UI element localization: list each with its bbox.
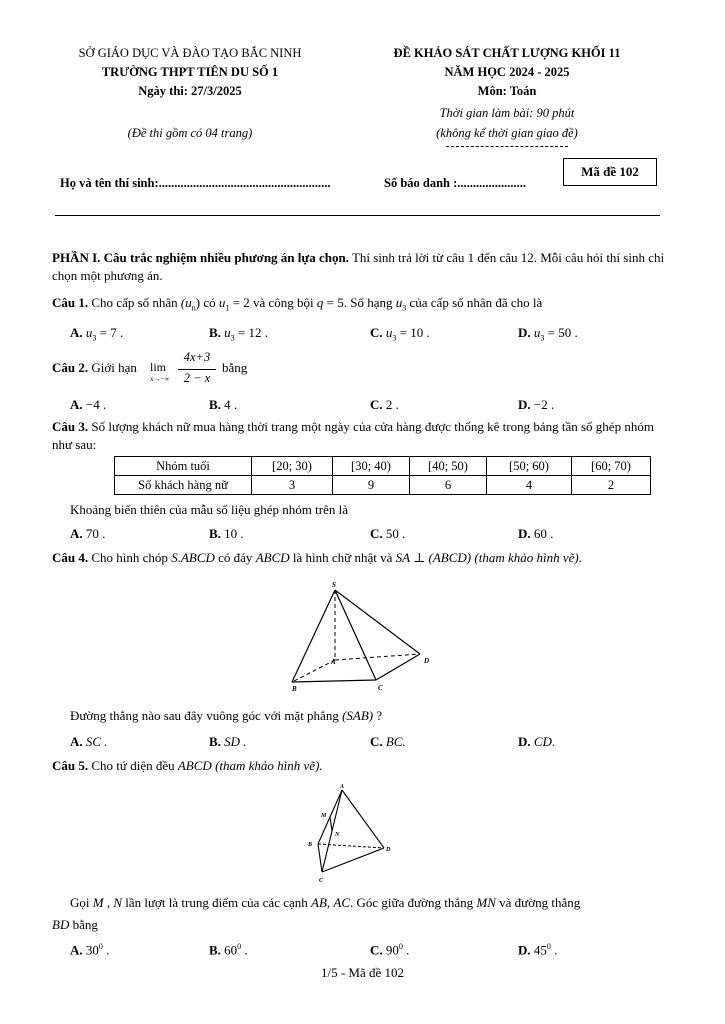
option-value: 50 . [382, 526, 406, 541]
question-3 [52, 418, 677, 454]
q5-prompt-text: và đường thẳng [495, 895, 581, 910]
option-label: B. [209, 397, 221, 412]
table-cell: 6 [410, 476, 487, 495]
q1-ratio: q [316, 295, 324, 310]
q1-text: của cấp số nhân đã cho là [406, 295, 543, 310]
edge-CD [322, 848, 384, 872]
option-var: u [224, 325, 231, 340]
label-S: S [332, 581, 336, 589]
option-degree: 0 [398, 942, 403, 951]
q5-option-d[interactable] [518, 942, 557, 958]
label-A: A [340, 784, 345, 790]
q4-text: Cho hình chóp [88, 550, 172, 565]
q2-lim-sub: x→−∞ [150, 375, 170, 383]
q2-fraction-bar [178, 369, 216, 370]
q4-option-c[interactable] [370, 734, 406, 750]
option-value: = 12 . [234, 325, 269, 340]
q5-AB: AB [311, 895, 327, 910]
q5-prompt-text: , [103, 895, 114, 910]
option-label: D. [518, 734, 531, 749]
q4-perp: SA ⊥ (ABCD) [395, 550, 472, 565]
q5-option-a[interactable] [70, 942, 109, 958]
q1-seq-close: ) [195, 295, 201, 310]
option-value: = 50 . [544, 325, 578, 340]
table-header-cell: [50; 60) [487, 457, 572, 476]
header-rule [55, 215, 660, 216]
label-A: A [331, 658, 336, 666]
q2-label: Câu 2. [52, 360, 89, 375]
q4-plane: (SAB) [342, 708, 374, 723]
q1-text: Cho cấp số nhân [88, 295, 181, 310]
option-end: . [102, 942, 110, 958]
option-value: 10 . [220, 526, 244, 541]
q4-option-a[interactable] [70, 734, 108, 750]
q1-label: Câu 1. [52, 295, 89, 310]
option-value: = 10 . [396, 325, 430, 340]
table-cell: 4 [487, 476, 572, 495]
edge-BC [292, 680, 376, 682]
question-4 [52, 549, 677, 567]
option-value: 70 . [82, 526, 106, 541]
q2-tail: bằng [222, 360, 248, 375]
exam-code-box: Mã đề 102 [563, 158, 657, 186]
table-cell: 3 [252, 476, 333, 495]
q1-seq-sub: n [191, 303, 196, 313]
exam-duration: Thời gian làm bài: 90 phút [439, 106, 575, 120]
frequency-table [114, 456, 651, 495]
q2-option-a[interactable] [70, 397, 106, 413]
q5-option-b[interactable] [209, 942, 248, 958]
q1-u1: u [218, 295, 226, 310]
part1-title: PHẦN I. Câu trắc nghiệm nhiều phương án lựa chọn. [52, 250, 349, 265]
option-value: 60 . [530, 526, 554, 541]
school-year: NĂM HỌC 2024 - 2025 [444, 65, 570, 79]
q2-lim: lim [150, 360, 167, 374]
subject: Môn: Toán [477, 84, 537, 98]
table-cell: 2 [572, 476, 651, 495]
q1-u3-sub: 3 [402, 303, 407, 313]
header-divider [446, 146, 568, 147]
question-5 [52, 758, 323, 774]
option-var: u [85, 325, 93, 340]
option-label: A. [70, 526, 83, 541]
option-value: −2 . [530, 397, 555, 412]
student-name-field: Họ và tên thí sinh:....................................................... [60, 176, 331, 190]
option-label: D. [518, 526, 531, 541]
student-name-line [60, 176, 331, 191]
q5-prompt-line1 [70, 895, 580, 911]
part1-intro [52, 249, 677, 285]
option-sub: 3 [392, 333, 397, 343]
option-label: A. [70, 325, 83, 340]
option-value: 4 . [220, 397, 238, 412]
edge-SB [292, 590, 335, 682]
q5-MN: MN [476, 895, 496, 910]
option-label: C. [370, 526, 383, 541]
q1-text: và công bội [249, 295, 317, 310]
q5-prompt-text: . Góc giữa đường thẳng [350, 895, 477, 910]
option-degree: 0 [237, 942, 242, 951]
q2-numerator: 4x+3 [183, 350, 211, 364]
q4-option-b[interactable] [209, 734, 247, 750]
table-row [115, 476, 651, 495]
q2-option-d[interactable] [518, 397, 554, 413]
label-N: N [335, 832, 340, 838]
q4-prompt-text: Đường thẳng nào sau đây vuông góc với mặt phẳng [70, 708, 343, 723]
page-footer: 1/5 - Mã đề 102 [320, 965, 405, 980]
table-header-cell: [30; 40) [333, 457, 410, 476]
q2-denominator: 2 − x [183, 371, 211, 385]
exam-title: ĐỀ KHẢO SÁT CHẤT LƯỢNG KHỐI 11 [393, 46, 621, 60]
q5-prompt-text: , [326, 895, 334, 910]
q1-text: có [200, 295, 219, 310]
q2-text: Giới hạn [88, 360, 137, 375]
q4-option-d[interactable] [518, 734, 555, 750]
q4-text: có đáy [214, 550, 256, 565]
option-label: B. [209, 942, 221, 958]
question-1 [52, 294, 677, 318]
question-2 [52, 360, 137, 376]
q5-option-c[interactable] [370, 942, 409, 958]
q4-prompt [70, 708, 382, 724]
q1-option-a[interactable] [70, 325, 123, 343]
edge-SC [335, 590, 376, 680]
duration-note: (không kể thời gian giao đề) [436, 126, 578, 140]
label-B: B [308, 842, 313, 848]
q5-prompt-line2 [52, 917, 98, 933]
q1-u3: u [395, 295, 403, 310]
option-sub: 3 [92, 333, 97, 343]
option-value: BC. [382, 734, 406, 749]
option-degree: 0 [98, 942, 103, 951]
exam-date: Ngày thi: 27/3/2025 [138, 84, 242, 98]
q5-text: (tham khảo hình vẽ). [211, 758, 323, 773]
table-header-cell: [40; 50) [410, 457, 487, 476]
q1-u1-val: = 2 [229, 295, 250, 310]
label-C: C [319, 878, 324, 884]
page-count-note: (Đề thi gồm có 04 trang) [127, 126, 253, 140]
q5-BD: BD [52, 917, 70, 932]
q4-base: ABCD [255, 550, 290, 565]
edge-AD [342, 790, 384, 848]
q5-text: Cho tứ diện đều [88, 758, 178, 773]
q1-option-c[interactable] [370, 325, 430, 343]
q4-pyramid: S.ABCD [171, 550, 215, 565]
q1-option-b[interactable] [209, 325, 268, 343]
label-M: M [321, 813, 327, 819]
edge-SD [335, 590, 420, 654]
table-cell: Số khách hàng nữ [115, 476, 252, 495]
q5-N: N [113, 895, 123, 910]
option-label: C. [370, 325, 383, 340]
q3-text: Số lượng khách nữ mua hàng thời trang một ngày của cửa hàng được thống kê trong bảng tần số ghép nhóm như sau: [52, 419, 654, 452]
table-header-cell: Nhóm tuổi [115, 457, 252, 476]
label-D: D [424, 657, 430, 665]
option-sub: 3 [230, 333, 235, 343]
option-label: D. [518, 942, 531, 958]
table-cell: 9 [333, 476, 410, 495]
option-label: C. [370, 734, 383, 749]
option-var: u [385, 325, 393, 340]
q5-prompt-text: bằng [69, 917, 98, 932]
option-var: u [533, 325, 541, 340]
q5-prompt-text: lần lượt là trung điểm của các cạnh [122, 895, 311, 910]
option-label: A. [70, 397, 83, 412]
option-label: B. [209, 526, 221, 541]
q1-seq: (u [180, 295, 192, 310]
option-label: C. [370, 397, 383, 412]
q5-label: Câu 5. [52, 758, 89, 773]
option-end: . [241, 942, 248, 958]
option-value: 90 [382, 942, 399, 958]
q1-text: . Số hạng [343, 295, 396, 310]
q5-prompt-text: Gọi [70, 895, 93, 910]
edge-AB [292, 660, 335, 682]
student-id-field: Số báo danh :...................... [384, 176, 527, 190]
option-sub: 3 [540, 333, 545, 343]
q3-prompt: Khoảng biến thiên của mẫu số liệu ghép nhóm trên là [70, 502, 348, 517]
option-label: B. [209, 325, 221, 340]
q3-option-b[interactable] [209, 526, 244, 542]
edge-BC [318, 844, 322, 872]
pyramid-figure [280, 578, 440, 698]
q3-label: Câu 3. [52, 419, 89, 434]
option-value: 2 . [382, 397, 399, 412]
table-row [115, 457, 651, 476]
q2-option-b[interactable] [209, 397, 237, 413]
option-value: SC . [82, 734, 108, 749]
segment-MN [330, 817, 332, 831]
q4-prompt-text: ? [373, 708, 383, 723]
option-label: A. [70, 942, 83, 958]
q4-label: Câu 4. [52, 550, 89, 565]
option-value: 30 [82, 942, 99, 958]
tetrahedron-figure [300, 780, 400, 890]
option-value: CD. [530, 734, 556, 749]
q3-option-d[interactable] [518, 526, 553, 542]
table-header-cell: [20; 30) [252, 457, 333, 476]
edge-CD [376, 654, 420, 680]
dept-name: SỞ GIÁO DỤC VÀ ĐÀO TẠO BẮC NINH [78, 46, 302, 60]
q2-option-c[interactable] [370, 397, 399, 413]
option-label: D. [518, 325, 531, 340]
q5-M: M [92, 895, 104, 910]
q3-option-a[interactable] [70, 526, 105, 542]
option-value: SD . [220, 734, 247, 749]
option-label: B. [209, 734, 221, 749]
q1-ratio-val: = 5 [323, 295, 344, 310]
q5-tetra: ABCD [177, 758, 212, 773]
option-value: = 7 . [96, 325, 124, 340]
student-id-line [384, 176, 526, 191]
option-label: C. [370, 942, 383, 958]
option-value: −4 . [82, 397, 107, 412]
option-label: D. [518, 397, 531, 412]
q3-option-c[interactable] [370, 526, 405, 542]
option-end: . [550, 942, 558, 958]
option-end: . [402, 942, 410, 958]
part1-text: Thí sinh trả lời từ câu 1 đến câu 12. Mỗi câu hỏi thí sinh chỉ chọn một phương án. [52, 250, 665, 283]
label-D: D [386, 847, 391, 853]
q1-u1-sub: 1 [225, 303, 230, 313]
q5-AC: AC [333, 895, 351, 910]
school-name: TRƯỜNG THPT TIÊN DU SỐ 1 [101, 65, 279, 79]
option-value: 60 [220, 942, 238, 958]
option-degree: 0 [546, 942, 551, 951]
option-label: A. [70, 734, 83, 749]
label-C: C [378, 684, 383, 692]
table-header-cell: [60; 70) [572, 457, 651, 476]
q4-text: (tham khảo hình vẽ). [471, 550, 582, 565]
option-value: 45 [530, 942, 547, 958]
q4-text: là hình chữ nhật và [289, 550, 396, 565]
edge-AD [335, 654, 420, 660]
label-B: B [292, 685, 297, 693]
q1-option-d[interactable] [518, 325, 578, 343]
